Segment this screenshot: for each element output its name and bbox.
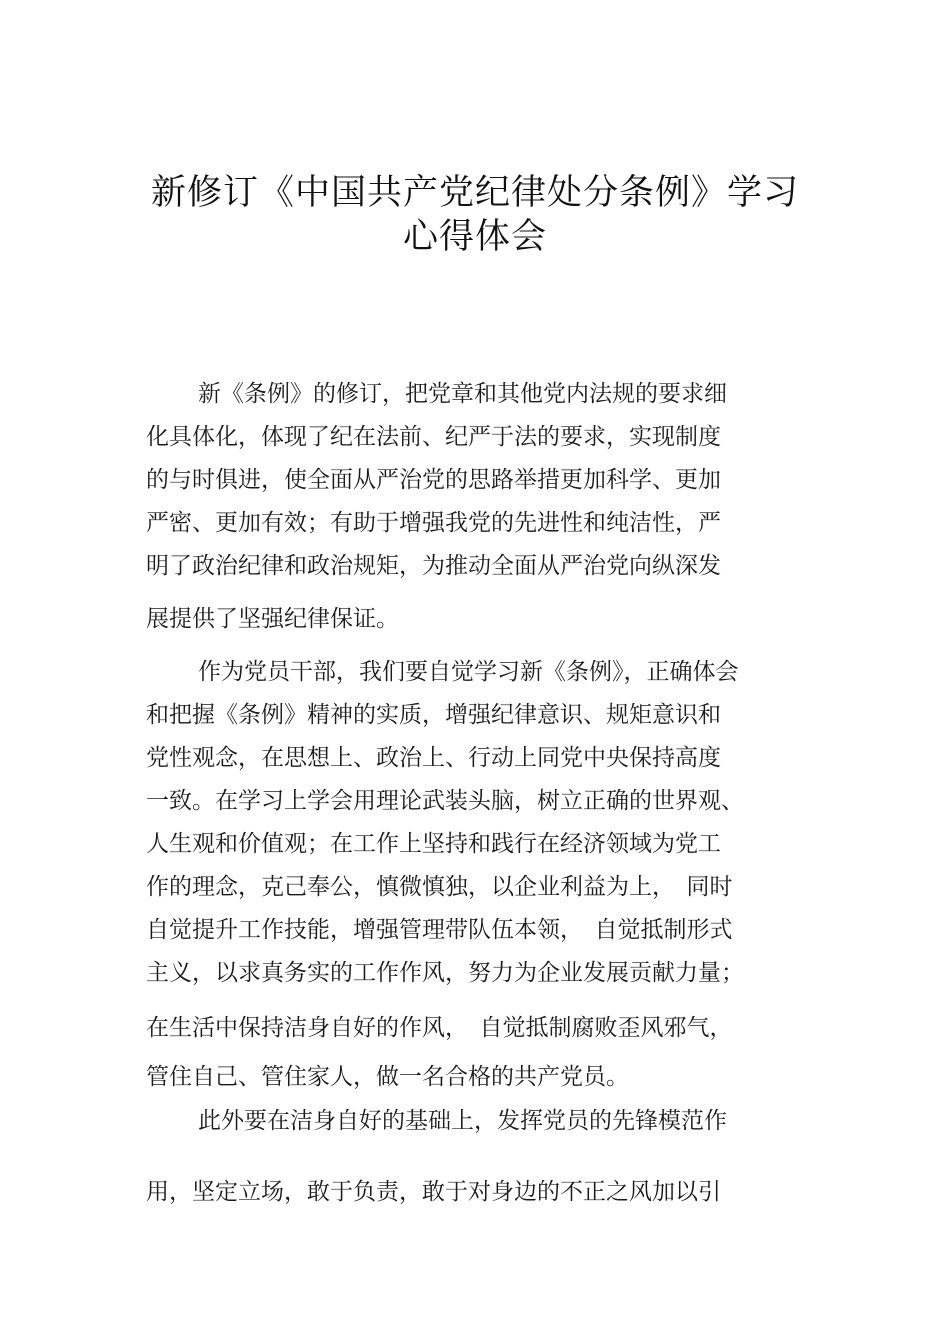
paragraph-1-line-1: 新《条例》的修订，把党章和其他党内法规的要求细 <box>198 381 727 407</box>
paragraph-2-line-10: 管住自己、管住家人，做一名合格的共产党员。 <box>146 1064 629 1090</box>
paragraph-2-line-4: 一致。在学习上学会用理论武装头脑，树立正确的世界观、 <box>146 788 744 814</box>
paragraph-2-line-7: 自觉提升工作技能，增强管理带队伍本领， 自觉抵制形式 <box>146 917 733 943</box>
paragraph-1-line-3: 的与时俱进，使全面从严治党的思路举措更加科学、更加 <box>146 467 721 493</box>
paragraph-1-line-2: 化具体化，体现了纪在法前、纪严于法的要求，实现制度 <box>146 424 721 450</box>
paragraph-1-line-5: 明了政治纪律和政治规矩，为推动全面从严治党向纵深发 <box>146 553 721 579</box>
document-title-line-1: 新修订《中国共产党纪律处分条例》学习 <box>150 173 799 213</box>
paragraph-2-line-3: 党性观念，在思想上、政治上、行动上同党中央保持高度 <box>146 745 721 771</box>
document-title-line-2: 心得体会 <box>402 217 547 257</box>
paragraph-2-line-6: 作的理念，克己奉公，慎微慎独，以企业利益为上， 同时 <box>146 874 733 900</box>
paragraph-3-line-2: 用，坚定立场，敢于负责，敢于对身边的不正之风加以引 <box>146 1179 721 1205</box>
paragraph-3-line-1: 此外要在洁身自好的基础上，发挥党员的先锋模范作 <box>198 1108 727 1134</box>
paragraph-2-line-8: 主义，以求真务实的工作作风，努力为企业发展贡献力量； <box>146 960 744 986</box>
paragraph-2-line-9: 在生活中保持洁身自好的作风， 自觉抵制腐败歪风邪气， <box>146 1015 733 1041</box>
paragraph-1-line-4: 严密、更加有效；有助于增强我党的先进性和纯洁性，严 <box>146 510 721 536</box>
paragraph-2-line-2: 和把握《条例》精神的实质，增强纪律意识、规矩意识和 <box>146 702 721 728</box>
paragraph-2-line-5: 人生观和价值观；在工作上坚持和践行在经济领域为党工 <box>146 831 721 857</box>
paragraph-2-line-1: 作为党员干部，我们要自觉学习新《条例》，正确体会 <box>198 659 739 685</box>
paragraph-1-line-6: 展提供了坚强纪律保证。 <box>146 606 399 632</box>
